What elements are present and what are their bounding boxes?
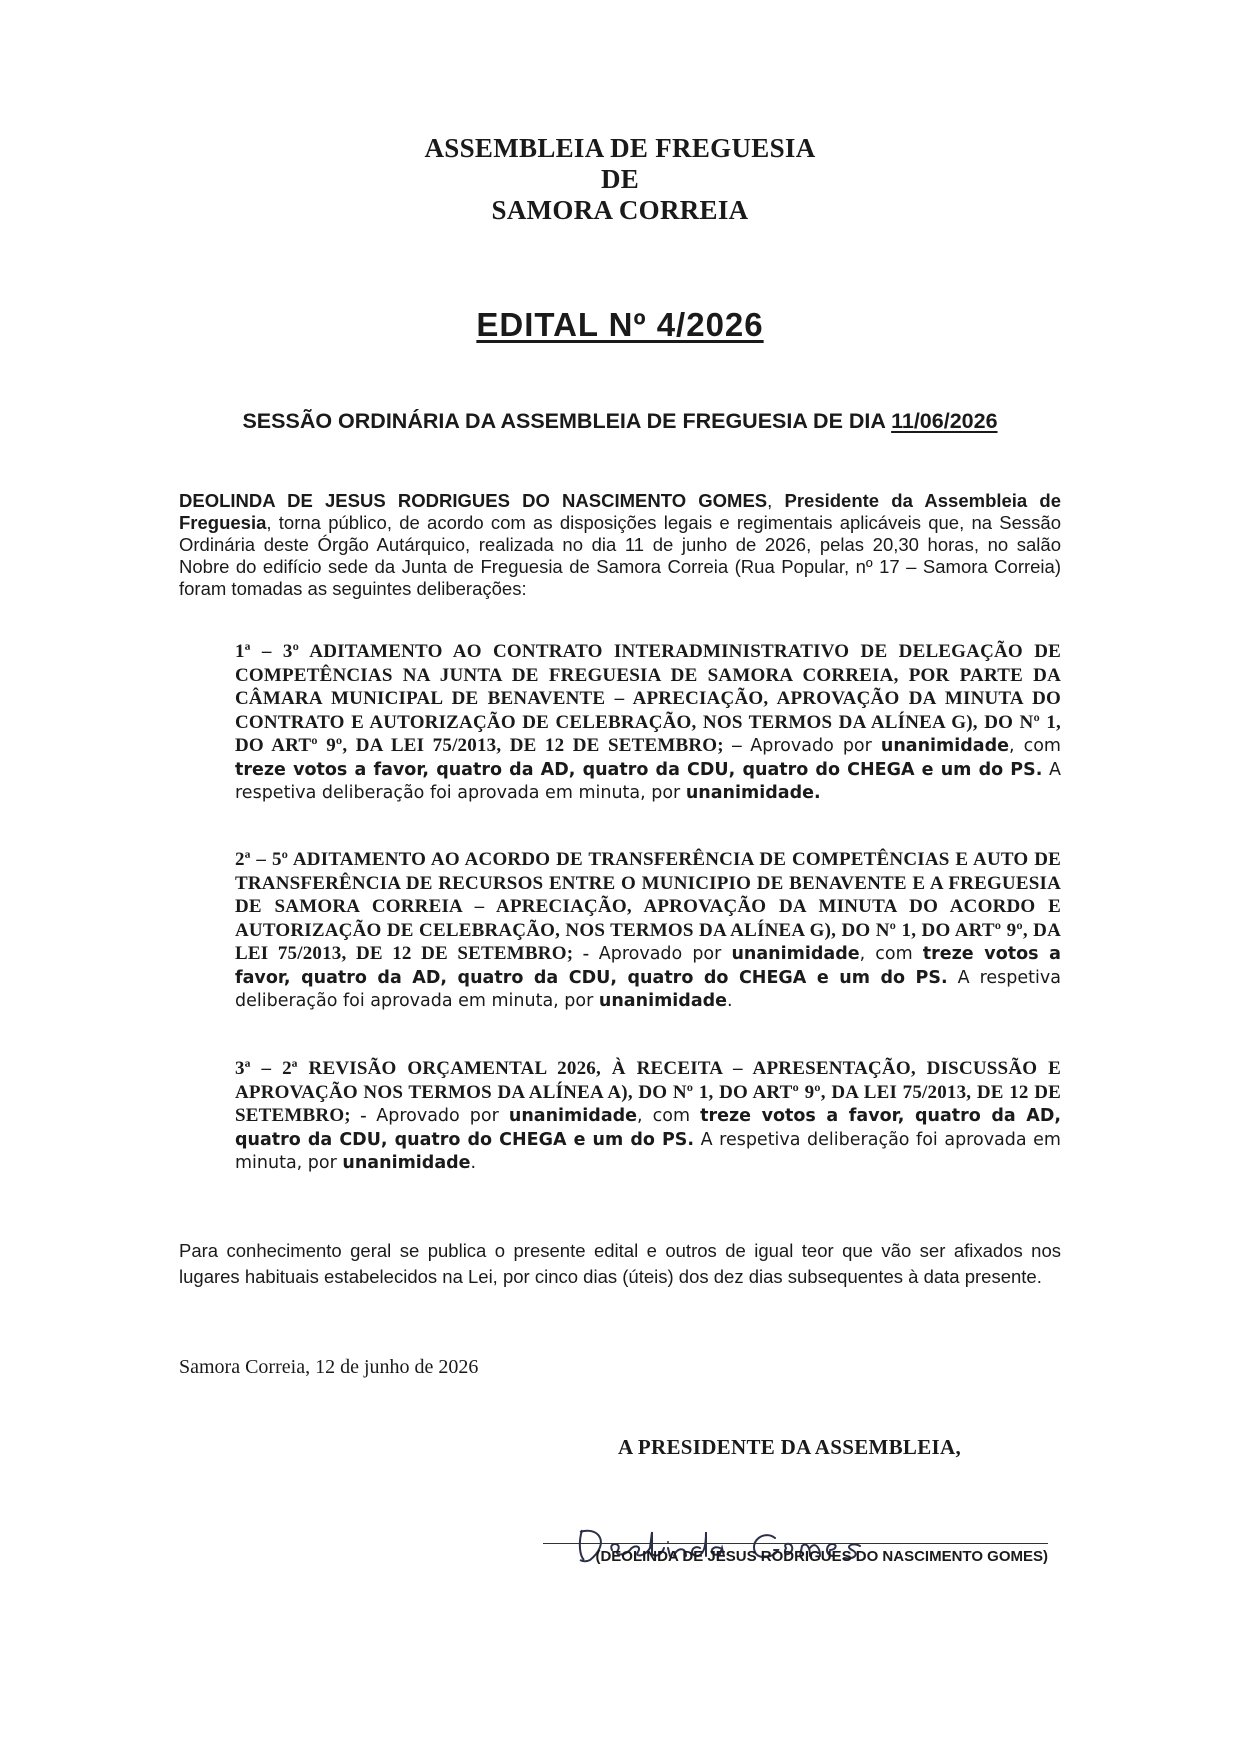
vote-text: , com (1009, 736, 1061, 756)
president-name: DEOLINDA DE JESUS RODRIGUES DO NASCIMENTO GOMES (179, 490, 768, 511)
session-date: 11/06/2026 (891, 409, 998, 433)
minute-text: A respetiva deliberação foi aprovada em minuta, por (235, 967, 1061, 1011)
deliberation-item-1 (235, 640, 1061, 806)
vote-text: Aprovado por (598, 944, 732, 964)
vote-breakdown: treze votos a favor, quatro da AD, quatro da CDU, quatro do CHEGA e um do PS. (235, 759, 1043, 780)
vote-text: , com (637, 1106, 701, 1126)
minute-text: A respetiva deliberação foi aprovada em minuta, por (235, 759, 1061, 803)
document-header (0, 133, 1240, 226)
deliberation-separator: - (573, 943, 599, 964)
vote-breakdown: treze votos a favor, quatro da AD, quatro da CDU, quatro do CHEGA e um do PS. (235, 944, 1061, 988)
header-line-3: SAMORA CORREIA (491, 195, 749, 225)
deliberation-item-2 (235, 848, 1061, 1014)
period: . (727, 991, 733, 1011)
vote-text: Aprovado por (376, 1106, 509, 1126)
vote-breakdown: treze votos a favor, quatro da AD, quatro da CDU, quatro do CHEGA e um do PS. (235, 1106, 1061, 1150)
deliberation-item-3 (235, 1057, 1061, 1176)
minute-result: unanimidade (342, 1153, 471, 1173)
vote-result: unanimidade (731, 944, 860, 964)
deliberation-separator: - (350, 1105, 377, 1126)
session-heading (180, 409, 1060, 434)
president-role: Presidente da Assembleia de Freguesia (179, 490, 1062, 533)
deliberation-heading: 2ª – 5º ADITAMENTO AO ACORDO DE TRANSFERÊNCIA DE COMPETÊNCIAS E AUTO DE TRANSFERÊNCIA DE RECURSOS ENTRE O MUNICIPIO DE BENAVENTE E A FREGUESIA DE SAMORA CORREIA – APRECIAÇÃO, APROVAÇÃO DA MINUTA DO ACORDO E AUTORIZAÇÃO DE CELEBRAÇÃO, NOS TERMOS DA ALÍNEA G), DO Nº 1, DO ARTº 9º, DA LEI 75/2013, DE 12 DE SETEMBRO; (235, 849, 1061, 964)
vote-text: , com (859, 944, 923, 964)
president-title: A PRESIDENTE DA ASSEMBLEIA, (618, 1435, 962, 1459)
edital-title (0, 306, 1240, 344)
minute-result: unanimidade. (685, 783, 821, 803)
edital-title-text: EDITAL Nº 4/2026 (476, 306, 764, 343)
period: . (470, 1153, 477, 1173)
header-line-2: DE (600, 164, 640, 194)
minute-text: A respetiva deliberação foi aprovada em minuta, por (235, 1129, 1061, 1173)
deliberation-heading: 1ª – 3º ADITAMENTO AO CONTRATO INTERADMINISTRATIVO DE DELEGAÇÃO DE COMPETÊNCIAS NA JUNTA DE FREGUESIA DE SAMORA CORREIA, POR PARTE DA CÂMARA MUNICIPAL DE BENAVENTE – APRECIAÇÃO, APROVAÇÃO DA MINUTA DO CONTRATO E AUTORIZAÇÃO DE CELEBRAÇÃO, NOS TERMOS DA ALÍNEA G), DO Nº 1, DO ARTº 9º, DA LEI 75/2013, DE 12 DE SETEMBRO; (235, 641, 1061, 756)
deliberation-separator: – (723, 735, 751, 756)
intro-paragraph: DEOLINDA DE JESUS RODRIGUES DO NASCIMENTO GOMES, Presidente da Assembleia de Freguesia, torna público, de acordo com as disposições legais e regimentais aplicáveis que, na Sessão Ordinária deste Órgão Autárquico, realizada no dia 11 de junho de 2026, pelas 20,30 horas, no salão Nobre do edifício sede da Junta de Freguesia de Samora Correia (Rua Popular, nº 17 – Samora Correia) foram tomadas as seguintes deliberações: (179, 490, 1062, 599)
signature-printed-name: (DEOLINDA DE JESUS RODRIGUES DO NASCIMENTO GOMES) (595, 1548, 1048, 1565)
minute-result: unanimidade (598, 991, 728, 1011)
intro-text: , torna público, de acordo com as disposições legais e regimentais aplicáveis que, na Sessão Ordinária deste Órgão Autárquico, realizada no dia 11 de junho de 2026, pelas 20,30 horas, no salão Nobre do edifício sede da Junta de Freguesia de Samora Correia (Rua Popular, nº 17 – Samora Correia) foram tomadas as seguintes deliberações: (179, 512, 1061, 599)
place-and-date: Samora Correia, 12 de junho de 2026 (179, 1356, 479, 1378)
closing-paragraph: Para conhecimento geral se publica o presente edital e outros de igual teor que vão ser afixados nos lugares habituais estabelecidos na Lei, por cinco dias (úteis) dos dez dias subsequentes à data presente. (179, 1240, 1061, 1287)
vote-result: unanimidade (508, 1106, 638, 1126)
header-line-1: ASSEMBLEIA DE FREGUESIA (424, 133, 816, 163)
vote-result: unanimidade (880, 736, 1010, 756)
signature-line (543, 1543, 1048, 1544)
session-prefix: SESSÃO ORDINÁRIA DA ASSEMBLEIA DE FREGUESIA DE DIA (242, 409, 886, 433)
vote-text: Aprovado por (750, 736, 881, 756)
deliberation-heading: 3ª – 2ª REVISÃO ORÇAMENTAL 2026, À RECEITA – APRESENTAÇÃO, DISCUSSÃO E APROVAÇÃO NOS TERMOS DA ALÍNEA A), DO Nº 1, DO ARTº 9º, DA LEI 75/2013, DE 12 DE SETEMBRO; (235, 1058, 1061, 1126)
